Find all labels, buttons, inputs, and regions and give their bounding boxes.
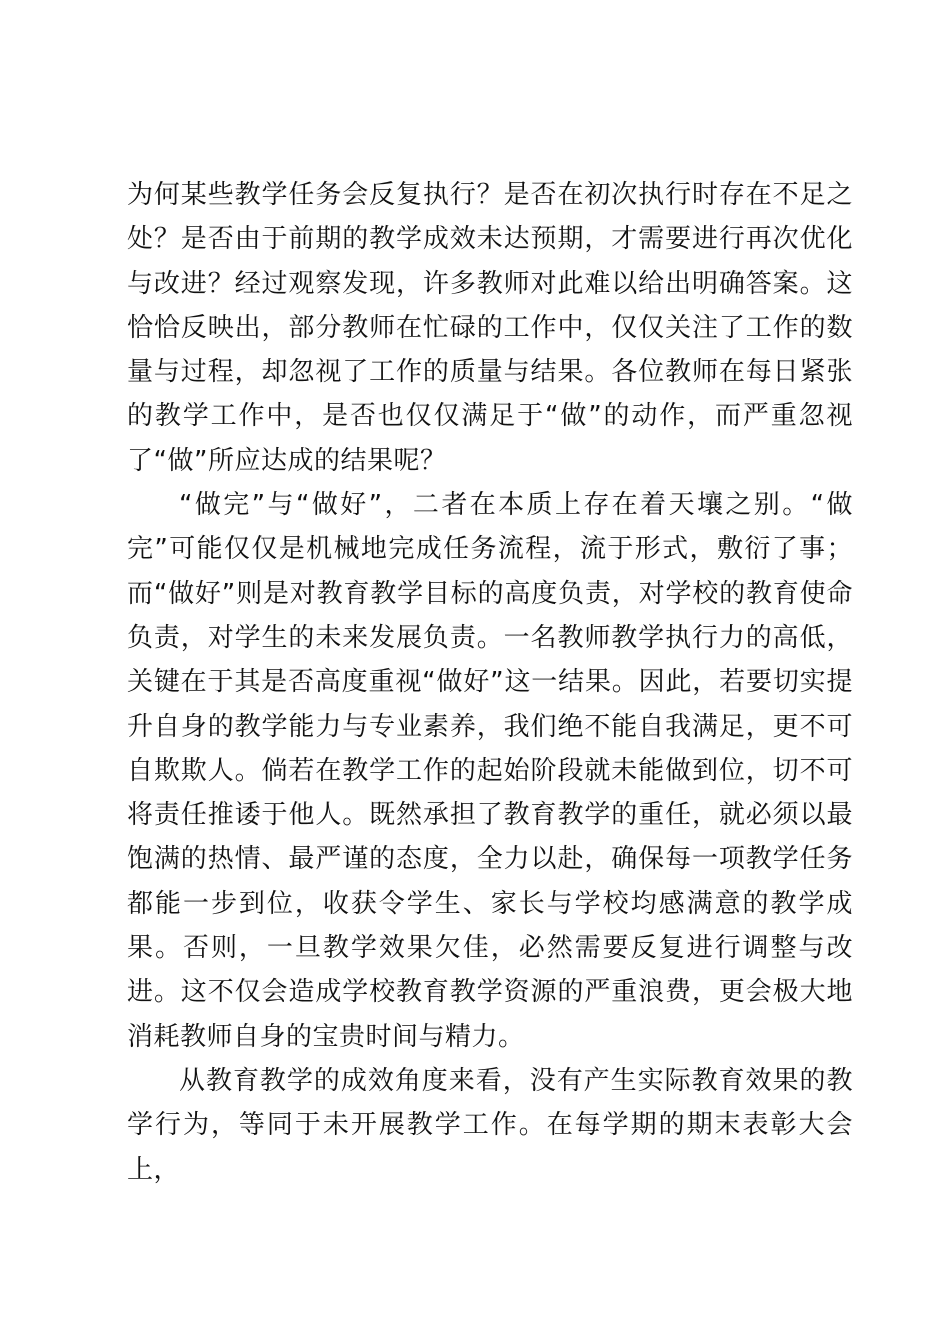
paragraph-3: 从教育教学的成效角度来看，没有产生实际教育效果的教学行为，等同于未开展教学工作。在每学期的期末表彰大会上， xyxy=(127,1065,853,1185)
paragraph-1: 为何某些教学任务会反复执行？是否在初次执行时存在不足之处？是否由于前期的教学成效未达预期，才需要进行再次优化与改进？经过观察发现，许多教师对此难以给出明确答案。这恰恰反映出，部分教师在忙碌的工作中，仅仅关注了工作的数量与过程，却忽视了工作的质量与结果。各位教师在每日紧张的教学工作中，是否也仅仅满足于“做”的动作，而严重忽视了“做”所应达成的结果呢？ xyxy=(127,180,853,476)
paragraph-2: “做完”与“做好”，二者在本质上存在着天壤之别。“做完”可能仅仅是机械地完成任务流程，流于形式，敷衍了事；而“做好”则是对教育教学目标的高度负责，对学校的教育使命负责，对学生的未来发展负责。一名教师教学执行力的高低，关键在于其是否高度重视“做好”这一结果。因此，若要切实提升自身的教学能力与专业素养，我们绝不能自我满足，更不可自欺欺人。倘若在教学工作的起始阶段就未能做到位，切不可将责任推诿于他人。既然承担了教育教学的重任，就必须以最饱满的热情、最严谨的态度，全力以赴，确保每一项教学任务都能一步到位，收获令学生、家长与学校均感满意的教学成果。否则，一旦教学效果欠佳，必然需要反复进行调整与改进。这不仅会造成学校教育教学资源的严重浪费，更会极大地消耗教师自身的宝贵时间与精力。 xyxy=(127,490,853,1052)
body-text xyxy=(127,173,853,1192)
